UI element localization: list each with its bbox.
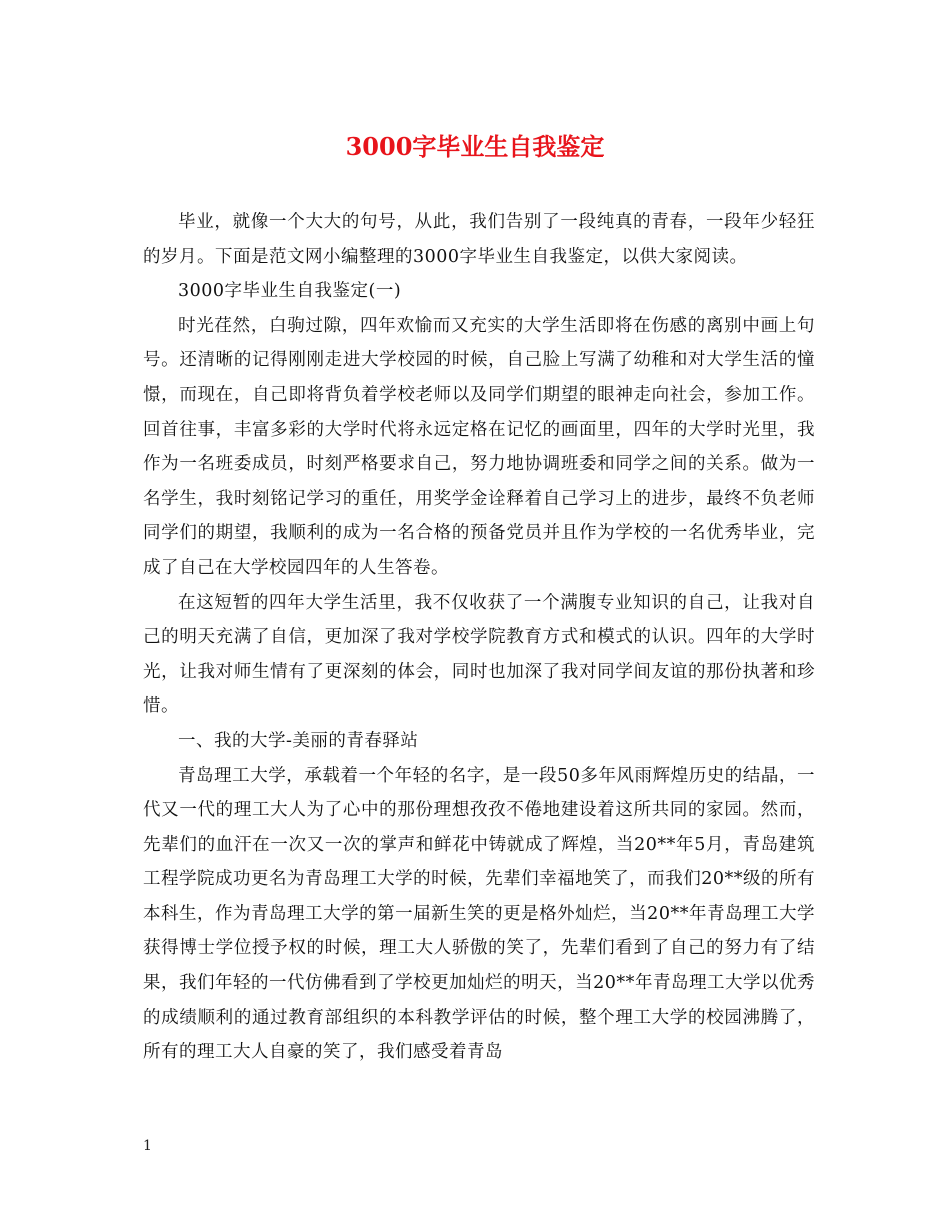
page-number: 1 xyxy=(143,1138,152,1154)
document-title: 3000字毕业生自我鉴定 xyxy=(345,132,605,161)
body-paragraph: 在这短暂的四年大学生活里，我不仅收获了一个满腹专业知识的自己，让我对自己的明天充满了自信，更加深了我对学校学院教育方式和模式的认识。四年的大学时光，让我对师生情有了更深刻的体会，同时也加深了我对同学间友谊的那份执著和珍惜。 xyxy=(143,592,815,717)
section-heading: 3000字毕业生自我鉴定(一) xyxy=(178,281,402,302)
body-paragraph: 时光荏然，白驹过隙，四年欢愉而又充实的大学生活即将在伤感的离别中画上句号。还清晰的记得刚刚走进大学校园的时候，自己脸上写满了幼稚和对大学生活的憧憬，而现在，自己即将背负着学校老师以及同学们期望的眼神走向社会，参加工作。回首往事，丰富多彩的大学时代将永远定格在记忆的画面里，四年的大学时光里，我作为一名班委成员，时刻严格要求自己，努力地协调班委和同学之间的关系。做为一名学生，我时刻铭记学习的重任，用奖学金诠释着自己学习上的进步，最终不负老师同学们的期望，我顺利的成为一名合格的预备党员并且作为学校的一名优秀毕业，完成了自己在大学校园四年的人生答卷。 xyxy=(143,315,815,578)
body-paragraph: 青岛理工大学，承载着一个年轻的名字，是一段50多年风雨辉煌历史的结晶，一代又一代的理工大人为了心中的那份理想孜孜不倦地建设着这所共同的家园。然而，先辈们的血汗在一次又一次的掌声和鲜花中铸就成了辉煌，当20**年5月，青岛建筑工程学院成功更名为青岛理工大学的时候，先辈们幸福地笑了，而我们20**级的所有本科生，作为青岛理工大学的第一届新生笑的更是格外灿烂，当20**年青岛理工大学获得博士学位授予权的时候，理工大人骄傲的笑了，先辈们看到了自己的努力有了结果，我们年轻的一代仿佛看到了学校更加灿烂的明天，当20**年青岛理工大学以优秀的成绩顺利的通过教育部组织的本科教学评估的时候，整个理工大学的校园沸腾了，所有的理工大人自豪的笑了，我们感受着青岛 xyxy=(143,765,815,1063)
intro-paragraph: 毕业，就像一个大大的句号，从此，我们告别了一段纯真的青春，一段年少轻狂的岁月。下面是范文网小编整理的3000字毕业生自我鉴定，以供大家阅读。 xyxy=(143,212,815,267)
subsection-heading: 一、我的大学-美丽的青春驿站 xyxy=(178,730,419,751)
document-body xyxy=(143,205,815,1070)
